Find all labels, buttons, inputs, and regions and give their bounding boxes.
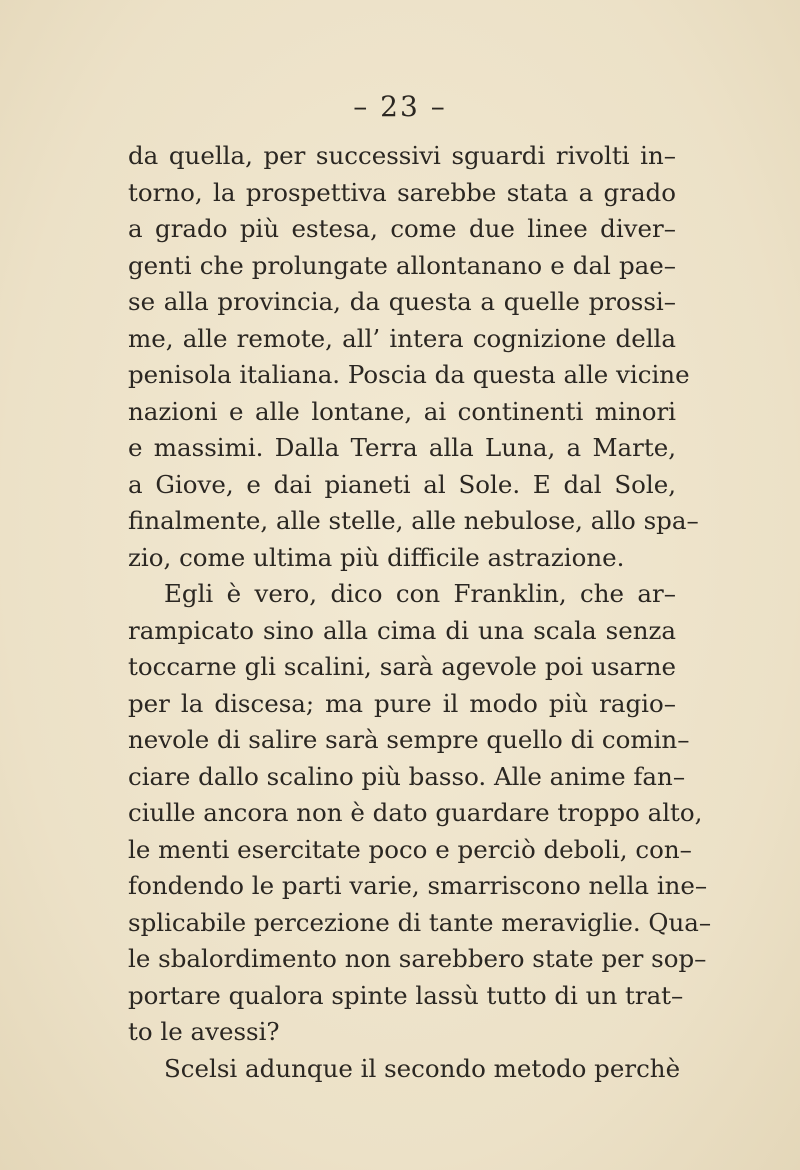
text-line: ciare dallo scalino più basso. Alle anime fan– [128, 761, 686, 791]
text-line: penisola italiana. Poscia da questa alle vicine [128, 360, 690, 389]
page-number: – 23 – [353, 90, 447, 123]
text-line: genti che prolungate allontanano e dal pae– [128, 250, 676, 280]
text-line: nevole di salire sarà sempre quello di comin– [128, 725, 690, 754]
text-line: a Giove, e dai pianeti al Sole. E dal Sole, [128, 469, 676, 499]
text-line: le sbalordimento non sarebbero state per sop– [128, 944, 707, 973]
paragraph-start-line: Egli è vero, dico con Franklin, che ar– [164, 579, 676, 608]
paragraph-end-line: zio, come ultima più difficile astrazione. [128, 542, 625, 572]
text-line: a grado più estesa, come due linee diver– [128, 214, 676, 243]
text-line: nazioni e alle lontane, ai continenti minori [128, 396, 676, 426]
text-line: me, alle remote, all’ intera cognizione della [128, 323, 676, 353]
text-line: ciulle ancora non è dato guardare troppo alto, [128, 798, 703, 827]
paragraph-start-line: Scelsi adunque il secondo metodo perchè [164, 1053, 681, 1083]
paragraph-end-line: to le avessi? [128, 1017, 280, 1046]
text-line: se alla provincia, da questa a quelle prossi– [128, 287, 676, 316]
text-line: torno, la prospettiva sarebbe stata a grado [128, 177, 676, 207]
text-line: da quella, per successivi sguardi rivolti in– [128, 141, 676, 170]
text-line: portare qualora spinte lassù tutto di un trat– [128, 980, 684, 1010]
text-line: e massimi. Dalla Terra alla Luna, a Marte, [128, 433, 676, 462]
text-line: le menti esercitate poco e perciò deboli, con– [128, 834, 692, 864]
text-line: fondendo le parti varie, smarriscono nella ine– [128, 871, 708, 900]
text-line: rampicato sino alla cima di una scala senza [128, 615, 676, 645]
text-line: splicabile percezione di tante meraviglie. Qua– [128, 907, 712, 937]
text-line: finalmente, alle stelle, alle nebulose, allo spa– [128, 506, 699, 535]
text-line: per la discesa; ma pure il modo più ragio– [128, 688, 676, 718]
text-line: toccarne gli scalini, sarà agevole poi usarne [128, 652, 676, 681]
page-body-text [128, 138, 712, 1087]
